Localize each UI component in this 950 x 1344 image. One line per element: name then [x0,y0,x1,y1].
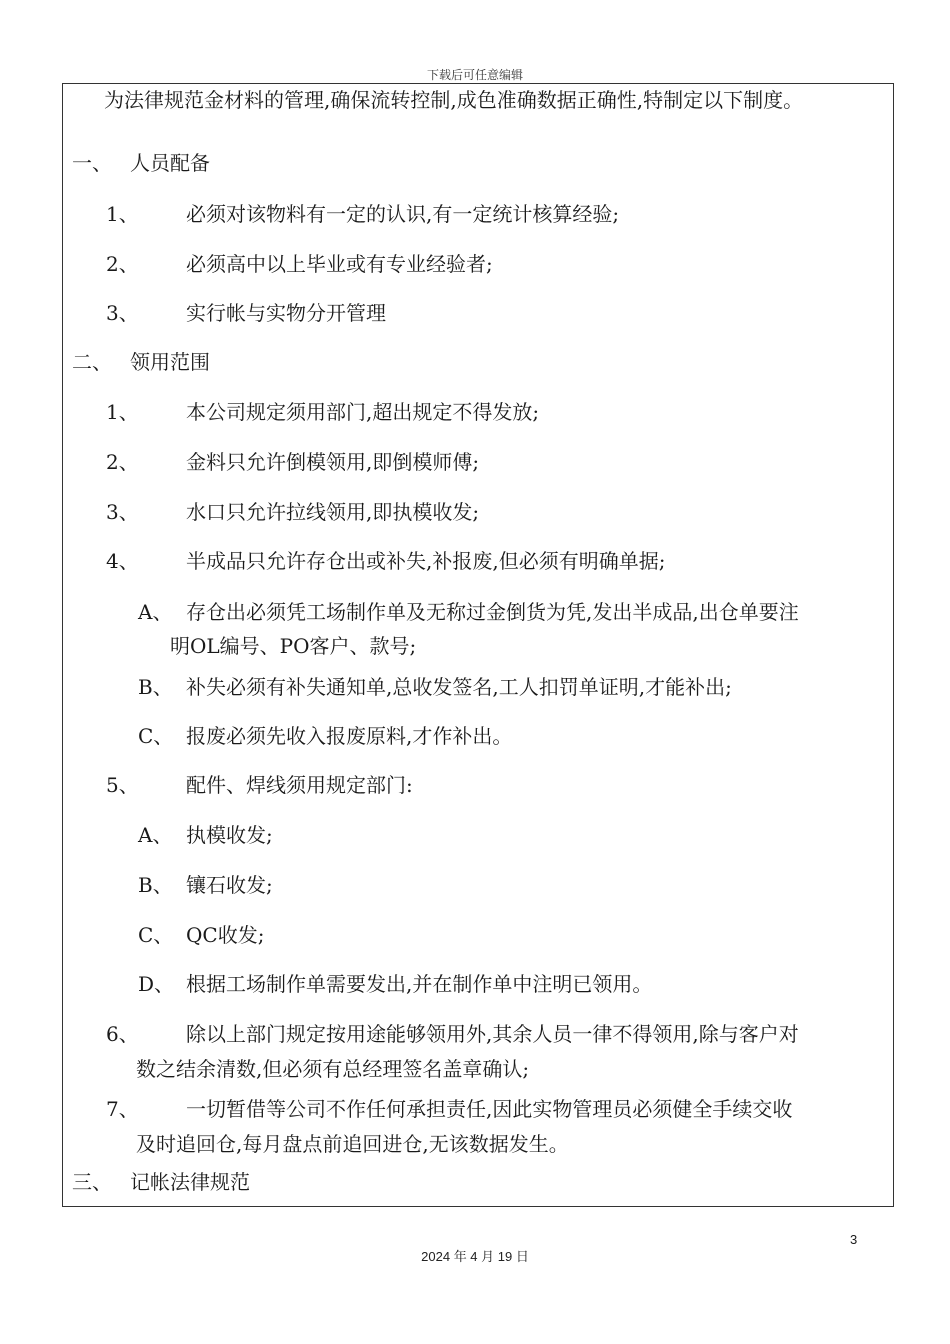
s2-item-1-number: 1、 [106,400,139,424]
s2-item-3-number: 3、 [106,500,139,524]
section-1-number: 一、 [72,151,112,175]
s2-5-sub-b-number: B、 [138,873,173,897]
s2-5-sub-c-number: C、 [138,923,174,947]
s2-item-5-number: 5、 [106,773,139,797]
s2-item-7-number: 7、 [106,1097,139,1121]
s2-item-1-text: 本公司规定须用部门,超出规定不得发放; [186,400,540,424]
section-3-number: 三、 [72,1170,112,1194]
s2-4-sub-c-text: 报废必须先收入报废原料,才作补出。 [186,724,513,748]
s2-4-sub-b-number: B、 [138,675,173,699]
s2-5-sub-b-text: 镶石收发; [186,873,273,897]
s2-5-sub-d-text: 根据工场制作单需要发出,并在制作单中注明已领用。 [186,972,653,996]
page-number: 3 [850,1232,858,1247]
s2-item-4-text: 半成品只允许存仓出或补失,补报废,但必须有明确单据; [186,549,666,573]
s1-item-1-number: 1、 [106,202,139,226]
footer-date: 2024 年 4 月 19 日 [421,1249,529,1264]
s1-item-1-text: 必须对该物料有一定的认识,有一定统计核算经验; [186,202,620,226]
s2-item-3-text: 水口只允许拉线领用,即执模收发; [186,500,480,524]
s1-item-2-number: 2、 [106,252,139,276]
section-3-title: 记帐法律规范 [130,1170,250,1194]
s2-item-2-text: 金料只允许倒模领用,即倒模师傅; [186,450,480,474]
s2-5-sub-d-number: D、 [138,972,175,996]
header-note: 下载后可任意编辑 [426,68,523,82]
s2-4-sub-a-continuation: 明OL编号、PO客户、款号; [170,634,417,658]
s1-item-3-text: 实行帐与实物分开管理 [186,301,386,325]
s2-4-sub-a-number: A、 [138,600,173,624]
section-2-title: 领用范围 [130,350,210,374]
s2-5-sub-a-number: A、 [138,823,173,847]
s1-item-2-text: 必须高中以上毕业或有专业经验者; [186,252,493,276]
section-1-title: 人员配备 [130,151,210,175]
s1-item-3-number: 3、 [106,301,139,325]
s2-item-6-number: 6、 [106,1022,139,1046]
section-2-number: 二、 [72,350,112,374]
s2-item-7-text: 一切暂借等公司不作任何承担责任,因此实物管理员必须健全手续交收 [186,1097,793,1121]
s2-4-sub-c-number: C、 [138,724,174,748]
intro-paragraph: 为法律规范金材料的管理,确保流转控制,成色准确数据正确性,特制定以下制度。 [104,88,804,112]
s2-item-6-text: 除以上部门规定按用途能够领用外,其余人员一律不得领用,除与客户对 [186,1022,799,1046]
s2-4-sub-a-text: 存仓出必须凭工场制作单及无称过金倒货为凭,发出半成品,出仓单要注 [186,600,799,624]
s2-item-5-text: 配件、焊线须用规定部门: [186,773,413,797]
s2-item-2-number: 2、 [106,450,139,474]
s2-4-sub-b-text: 补失必须有补失通知单,总收发签名,工人扣罚单证明,才能补出; [186,675,732,699]
s2-5-sub-a-text: 执模收发; [186,823,273,847]
s2-item-4-number: 4、 [106,549,139,573]
s2-5-sub-c-text: QC收发; [186,923,265,947]
s2-item-7-continuation: 及时追回仓,每月盘点前追回进仓,无该数据发生。 [136,1132,569,1156]
s2-item-6-continuation: 数之结余清数,但必须有总经理签名盖章确认; [136,1057,530,1081]
